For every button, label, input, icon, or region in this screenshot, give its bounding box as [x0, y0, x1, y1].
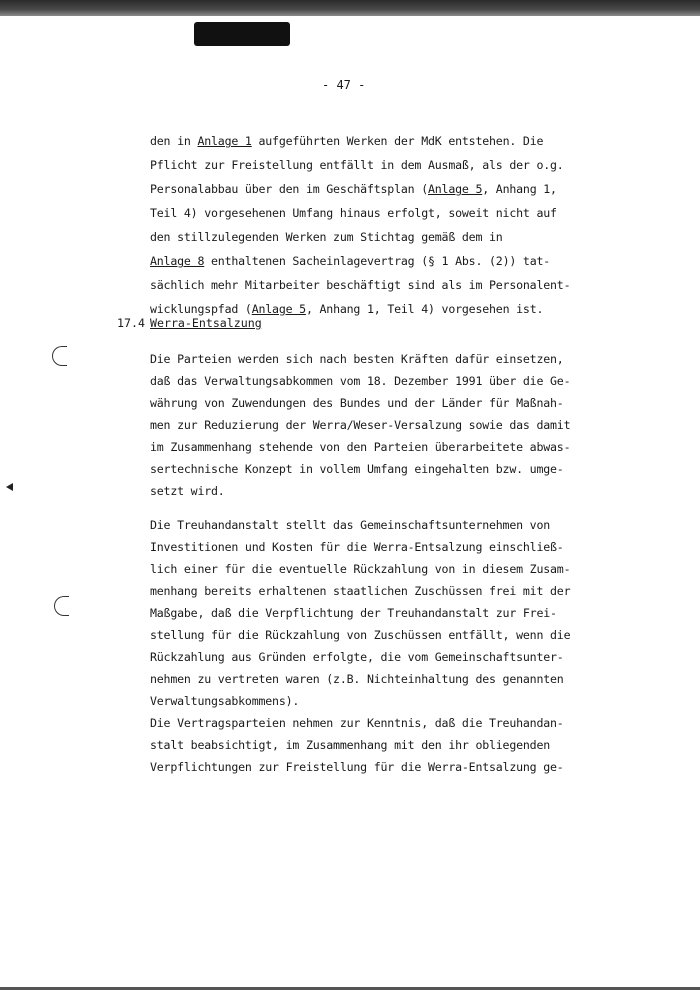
punch-hole-mark	[52, 346, 67, 366]
page-number: - 47 -	[322, 78, 366, 92]
paragraph-4-line-1: Die Vertragsparteien nehmen zur Kenntnis, daß die Treuhandan-	[150, 716, 564, 730]
punch-hole-mark	[54, 596, 69, 616]
paragraph-3-line-1: Die Treuhandanstalt stellt das Gemeinschaftsunternehmen von	[150, 518, 551, 532]
section-title: Werra-Entsalzung	[150, 316, 262, 330]
text-run: Personalabbau über den im Geschäftsplan (	[150, 182, 428, 196]
paragraph-2-line-7: setzt wird.	[150, 484, 225, 498]
text-run: , Anhang 1,	[482, 182, 557, 196]
paragraph-3-line-6: stellung für die Rückzahlung von Zuschüssen entfällt, wenn die	[150, 628, 571, 642]
paragraph-3-line-2: Investitionen und Kosten für die Werra-Entsalzung einschließ-	[150, 540, 564, 554]
annex-reference: Anlage 5	[251, 302, 306, 316]
text-run: Teil 4) vorgesehenen Umfang hinaus erfolgt, soweit nicht auf	[150, 206, 557, 220]
paragraph-2-line-1: Die Parteien werden sich nach besten Kräften dafür einsetzen,	[150, 352, 564, 366]
paragraph-1-line-5	[150, 230, 503, 244]
paragraph-2-line-2: daß das Verwaltungsabkommen vom 18. Dezember 1991 über die Ge-	[150, 374, 571, 388]
text-run: sächlich mehr Mitarbeiter beschäftigt sind als im Personalent-	[150, 278, 571, 292]
paragraph-3-line-7: Rückzahlung aus Gründen erfolgte, die vom Gemeinschaftsunter-	[150, 650, 564, 664]
section-number: 17.4	[117, 316, 145, 330]
redaction-block	[194, 22, 290, 46]
text-run: Pflicht zur Freistellung entfällt in dem Ausmaß, als der o.g.	[150, 158, 564, 172]
scan-top-band	[0, 0, 700, 16]
text-run: wicklungspfad (	[150, 302, 252, 316]
paragraph-1-line-3	[150, 182, 557, 196]
paragraph-1-line-6	[150, 254, 550, 268]
text-run: den in	[150, 134, 198, 148]
paragraph-2-line-3: währung von Zuwendungen des Bundes und der Länder für Maßnah-	[150, 396, 564, 410]
text-run: enthaltenen Sacheinlagevertrag (§ 1 Abs. (2)) tat-	[204, 254, 551, 268]
paragraph-2-line-4: men zur Reduzierung der Werra/Weser-Versalzung sowie das damit	[150, 418, 571, 432]
paragraph-2-line-5: im Zusammenhang stehende von den Parteien überarbeitete abwas-	[150, 440, 571, 454]
paragraph-4-line-2: stalt beabsichtigt, im Zusammenhang mit den ihr obliegenden	[150, 738, 551, 752]
paragraph-3-line-9: Verwaltungsabkommens).	[150, 694, 300, 708]
text-run: , Anhang 1, Teil 4) vorgesehen ist.	[305, 302, 544, 316]
annex-reference: Anlage 8	[150, 254, 205, 268]
margin-arrow-mark	[6, 483, 13, 491]
paragraph-3-line-3: lich einer für die eventuelle Rückzahlung von in diesem Zusam-	[150, 562, 571, 576]
paragraph-1-line-8	[150, 302, 543, 316]
paragraph-1-line-7	[150, 278, 570, 292]
text-run: den stillzulegenden Werken zum Stichtag gemäß dem in	[150, 230, 503, 244]
paragraph-2-line-6: sertechnische Konzept in vollem Umfang eingehalten bzw. umge-	[150, 462, 564, 476]
paragraph-1-line-1	[150, 134, 543, 148]
paragraph-3-line-8: nehmen zu vertreten waren (z.B. Nichteinhaltung des genannten	[150, 672, 564, 686]
annex-reference: Anlage 5	[427, 182, 483, 196]
text-run: aufgeführten Werken der MdK entstehen. Die	[251, 134, 544, 148]
paragraph-1-line-4	[150, 206, 557, 220]
paragraph-1-line-2	[150, 158, 564, 172]
annex-reference: Anlage 1	[197, 134, 252, 148]
paragraph-3-line-5: Maßgabe, daß die Verpflichtung der Treuhandanstalt zur Frei-	[150, 606, 557, 620]
paragraph-4-line-3: Verpflichtungen zur Freistellung für die Werra-Entsalzung ge-	[150, 760, 564, 774]
paragraph-3-line-4: menhang bereits erhaltenen staatlichen Zuschüssen frei mit der	[150, 584, 571, 598]
